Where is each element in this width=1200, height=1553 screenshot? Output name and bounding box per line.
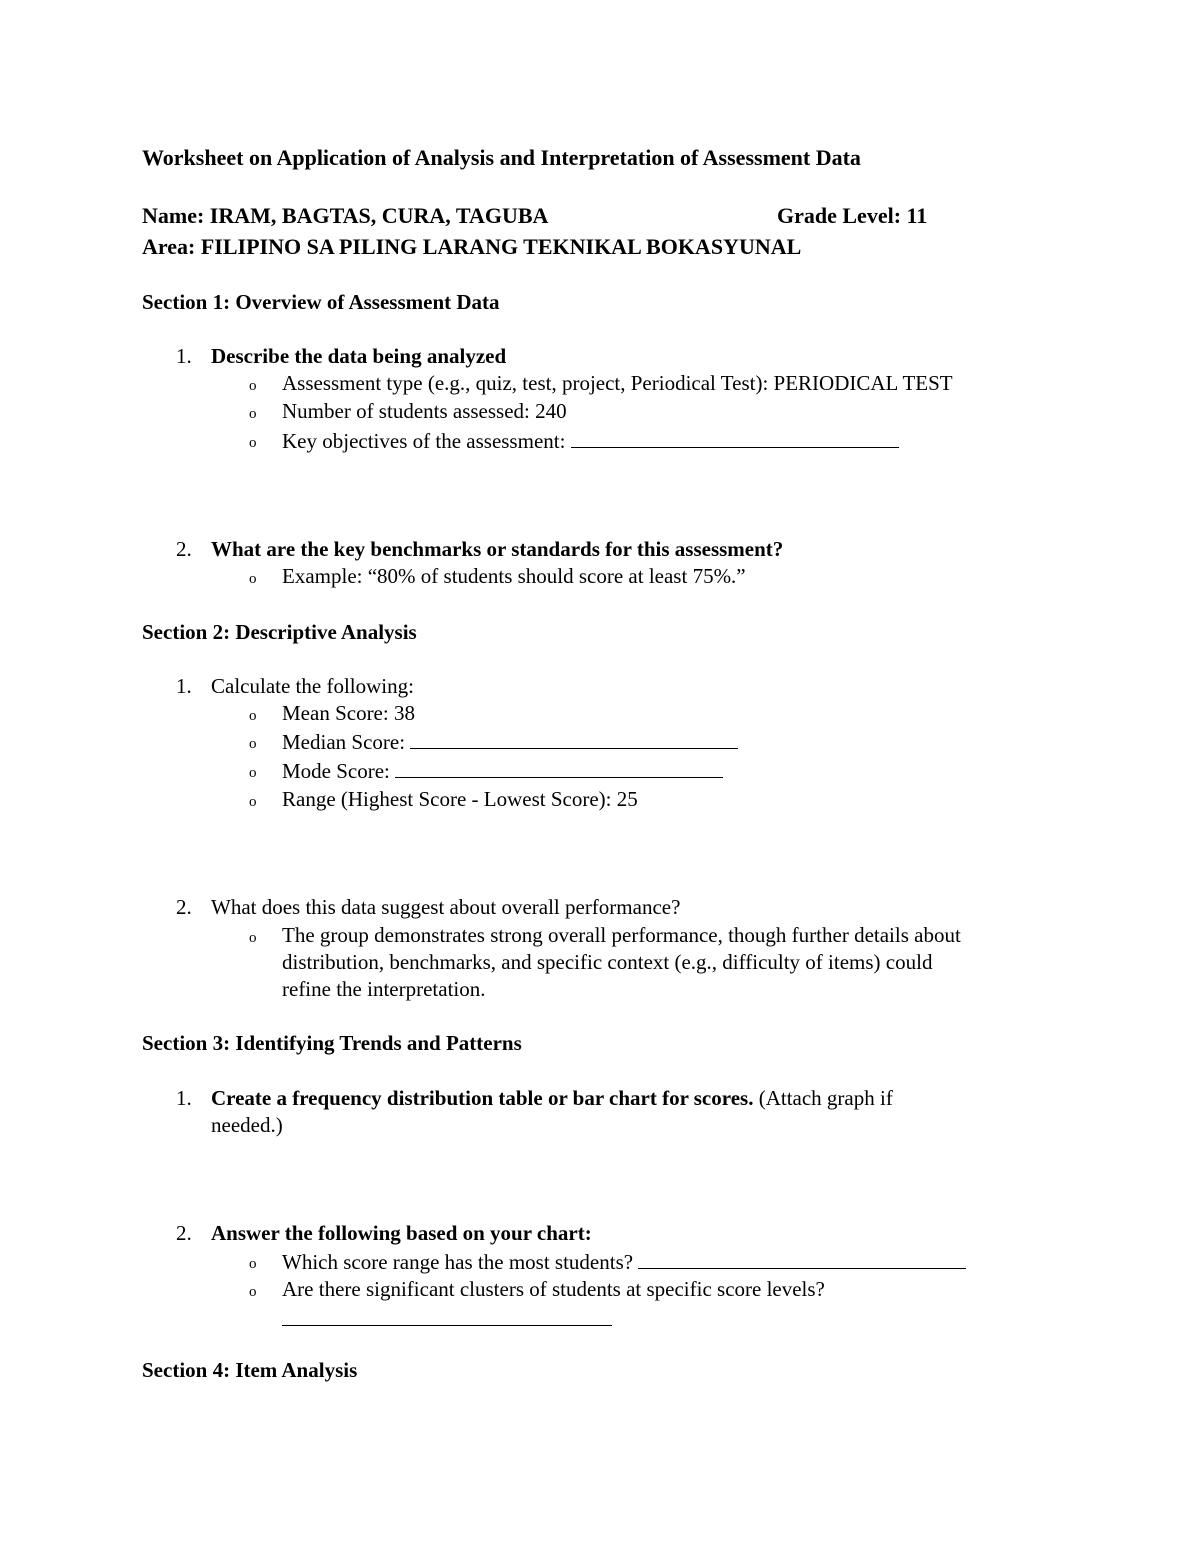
s2-item-1-number: 1. (176, 674, 192, 698)
s1-item-2-number: 2. (176, 537, 192, 561)
mode-score-line (282, 757, 723, 785)
mode-score-blank[interactable] (395, 757, 723, 778)
s2-item-1-text: Calculate the following: (211, 674, 414, 698)
range-line: Range (Highest Score - Lowest Score): 25 (282, 787, 638, 811)
s3-item-1-text (211, 1085, 893, 1112)
section-4-title: Section 4: Item Analysis (142, 1358, 358, 1382)
bullet-icon: o (249, 571, 257, 587)
median-score-label: Median Score: (282, 730, 411, 754)
bullet-icon: o (249, 930, 257, 946)
s3-item-1-instruction: Create a frequency distribution table or bar chart for scores. (211, 1086, 754, 1110)
s3-item-2-text: Answer the following based on your chart: (211, 1221, 592, 1245)
key-objectives-blank[interactable] (571, 427, 899, 448)
bullet-icon: o (249, 765, 257, 781)
key-objectives-label: Key objectives of the assessment: (282, 429, 571, 453)
section-3-title: Section 3: Identifying Trends and Patterns (142, 1031, 522, 1055)
bullet-icon: o (249, 794, 257, 810)
worksheet-title: Worksheet on Application of Analysis and Interpretation of Assessment Data (142, 145, 861, 170)
median-score-blank[interactable] (410, 728, 738, 749)
most-students-blank[interactable] (638, 1248, 966, 1269)
bullet-icon: o (249, 406, 257, 422)
bullet-icon: o (249, 378, 257, 394)
s2-item-2-number: 2. (176, 895, 192, 919)
bullet-icon: o (249, 1284, 257, 1300)
s2-item-2-text: What does this data suggest about overall performance? (211, 895, 681, 919)
name-field: Name: IRAM, BAGTAS, CURA, TAGUBA (142, 203, 549, 228)
median-score-line (282, 728, 738, 756)
clusters-blank[interactable] (282, 1305, 612, 1326)
grade-level-field: Grade Level: 11 (777, 203, 928, 228)
section-2-title: Section 2: Descriptive Analysis (142, 620, 417, 644)
students-assessed-line: Number of students assessed: 240 (282, 399, 567, 423)
bullet-icon: o (249, 1256, 257, 1272)
benchmark-example-line: Example: “80% of students should score at least 75%.” (282, 564, 746, 588)
clusters-line: Are there significant clusters of students at specific score levels? (282, 1277, 825, 1301)
clusters-blank-wrap (282, 1305, 612, 1333)
s3-item-1-note: (Attach graph if (753, 1086, 893, 1110)
s3-item-1-number: 1. (176, 1086, 192, 1110)
key-objectives-line (282, 427, 899, 455)
s1-item-1-text: Describe the data being analyzed (211, 344, 507, 368)
most-students-line (282, 1248, 966, 1276)
s1-item-2-text: What are the key benchmarks or standards for this assessment? (211, 537, 784, 561)
bullet-icon: o (249, 435, 257, 451)
performance-answer-line-1: The group demonstrates strong overall performance, though further details about (282, 923, 961, 947)
s3-item-2-number: 2. (176, 1221, 192, 1245)
performance-answer-line-2: distribution, benchmarks, and specific context (e.g., difficulty of items) could (282, 950, 933, 974)
performance-answer-line-3: refine the interpretation. (282, 977, 486, 1001)
most-students-label: Which score range has the most students? (282, 1250, 639, 1274)
mode-score-label: Mode Score: (282, 759, 396, 783)
bullet-icon: o (249, 736, 257, 752)
bullet-icon: o (249, 708, 257, 724)
s1-item-1-number: 1. (176, 344, 192, 368)
s3-item-1-note-line-2: needed.) (211, 1113, 283, 1137)
section-1-title: Section 1: Overview of Assessment Data (142, 290, 500, 314)
mean-score-line: Mean Score: 38 (282, 701, 415, 725)
assessment-type-line: Assessment type (e.g., quiz, test, project, Periodical Test): PERIODICAL TEST (282, 371, 953, 395)
area-field: Area: FILIPINO SA PILING LARANG TEKNIKAL BOKASYUNAL (142, 234, 802, 259)
